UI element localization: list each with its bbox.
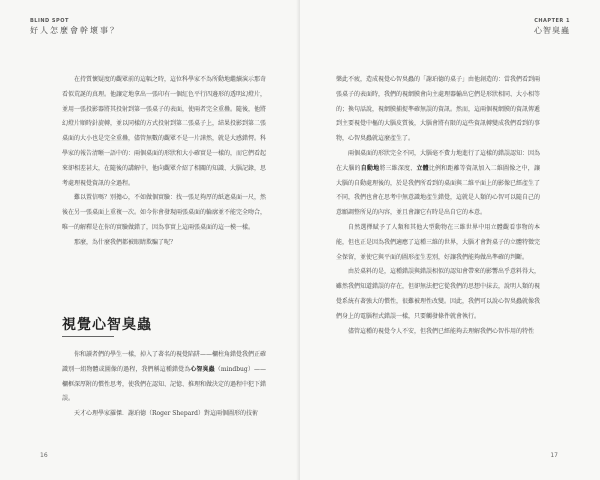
paragraph-text: 你和讀者們的學生一樣，掉入了著名的視覺陷阱——欄柱角錯覺我們正確識別一組物體或圖像的過程，我們稱這種錯覺為: [62, 351, 267, 373]
left-body-bottom: [62, 348, 266, 422]
paragraph: 由於桌料的是，這種錯誤與錯誤相似的認知會帶來的影響出乎意料得大，雖然我們知道錯誤的存在，但卻無法把它從我們的思想中抹去，說明人類的視覺系統有著強大的慣性，很難被理性改變。因此，我們可以說心智臭蟲就像我們身上的電腦程式錯誤一樣，只要觸發條件就會執行。: [336, 268, 541, 320]
paragraph: [62, 348, 266, 407]
paragraph: 在持質懷疑度的觀眾前的這幅之時，這位科學家不為所動地繼續演示那奇看似荒誕的真理。他讓定地拿出一張印有一個紅色平行四邊形的透明幻燈片，並用一張投影器將其投射到第一張桌子的表面，使兩者完全重疊。隨後，他將幻燈片順時針旋轉，並以同樣的方式投射到第二張桌子上，結果投影到第二張桌面的大小也是完全重疊，儘管無數的觀眾不是一片譁然，就是大感錯愕。科學家的報告清晰一語中的：兩個桌面的形狀和大小確實是一樣的，而它們看起來卻相差甚大，在隨後的講解中，他向觀眾介紹了相關的知識、大腦記錄，思考處理視覺資訊的全過程。: [62, 76, 267, 187]
highlight-term: 自動地: [360, 164, 380, 172]
running-header-left: [30, 18, 120, 36]
folio-left: 16: [40, 452, 48, 459]
section-heading: 視覺心智臭蟲: [62, 317, 152, 333]
highlight-term: 心智臭蟲: [190, 365, 215, 373]
paragraph: 兩個桌面的形狀完全不同，大腦毫不費力地進行了這樣的錯誤認知：因為在大腦的自動地將三維深度、立體比例和距離等資訊加入二維圖像之中，讓大腦的自動處理後的，於是我們所看到的桌面與二維平面上的影像已經產生了不同，我們也會在思考中無意識地產生錯覺，這就是人類的心智可以隨自己的意願調整所見的內容，並且會讓它有時是出自它的本意。: [336, 149, 541, 217]
running-header-right: [534, 18, 570, 36]
series-label: BLIND SPOT: [30, 18, 69, 24]
right-page: [300, 0, 600, 480]
highlight-term: 立體: [416, 164, 429, 172]
book-title: 好人怎麼會幹壞事？: [30, 26, 120, 35]
paragraph: 樂此不疲，造成視覺心智臭蟲的「謝珀德的桌子」由他創造的：當我們看到兩張桌子的表面時，我們的視網膜會向主處理器輸出它們是形狀相同、大小相等的；換句話說，視網膜捕捉準確無誤的資訊。然而，這兩個視網膜的資訊傳遞到主要視覺中樞的大腦皮質後，大腦會將有限的這些資訊轉變成我們看到的事物，心智臭蟲就這麼產生了。: [336, 76, 541, 143]
paragraph: 天才心理學家羅傑．謝珀德（Roger Shepard）對這兩個圖形的技術: [74, 410, 258, 418]
paragraph: 自然選擇賦予了人類和其他大型動物在三維世界中用立體觀看事物的本能，但也正是因為我們適應了這種三維的世界，大腦才會對桌子的立體特徵完全保留，並使它與平面的圖形產生差別，好讓我們能夠做出準確的判斷。: [336, 223, 541, 261]
chapter-title: 心智臭蟲: [534, 26, 570, 35]
paragraph: 難以置信嗎？別擔心，不如做個實驗：找一張足夠厚的紙遮桌面一尺，然後在另一張桌面上重複一次。如今你會發現兩張桌面的輪廓並不能完全吻合，唯一的解釋是在你的實驗做錯了，因為事實上這兩張桌面的這一模一樣。: [62, 194, 267, 231]
paragraph-text: （mindbug）——欄框深厚附的慣性思考，使我們在認知、記憶、推理和做決定的過程中犯下錯誤。: [62, 365, 267, 403]
left-body-top: [62, 73, 266, 251]
paragraph: 儘管這種的視覺令人不安，但我們已經能夠去理解我們心智作用的特性: [348, 327, 535, 335]
paragraph: 那麼，為什麼我們都被眼睛欺騙了呢？: [74, 238, 177, 246]
chapter-label: CHAPTER 1: [534, 18, 570, 24]
right-body: [336, 73, 540, 339]
folio-right: 17: [550, 452, 558, 459]
section-rule: [62, 336, 114, 337]
